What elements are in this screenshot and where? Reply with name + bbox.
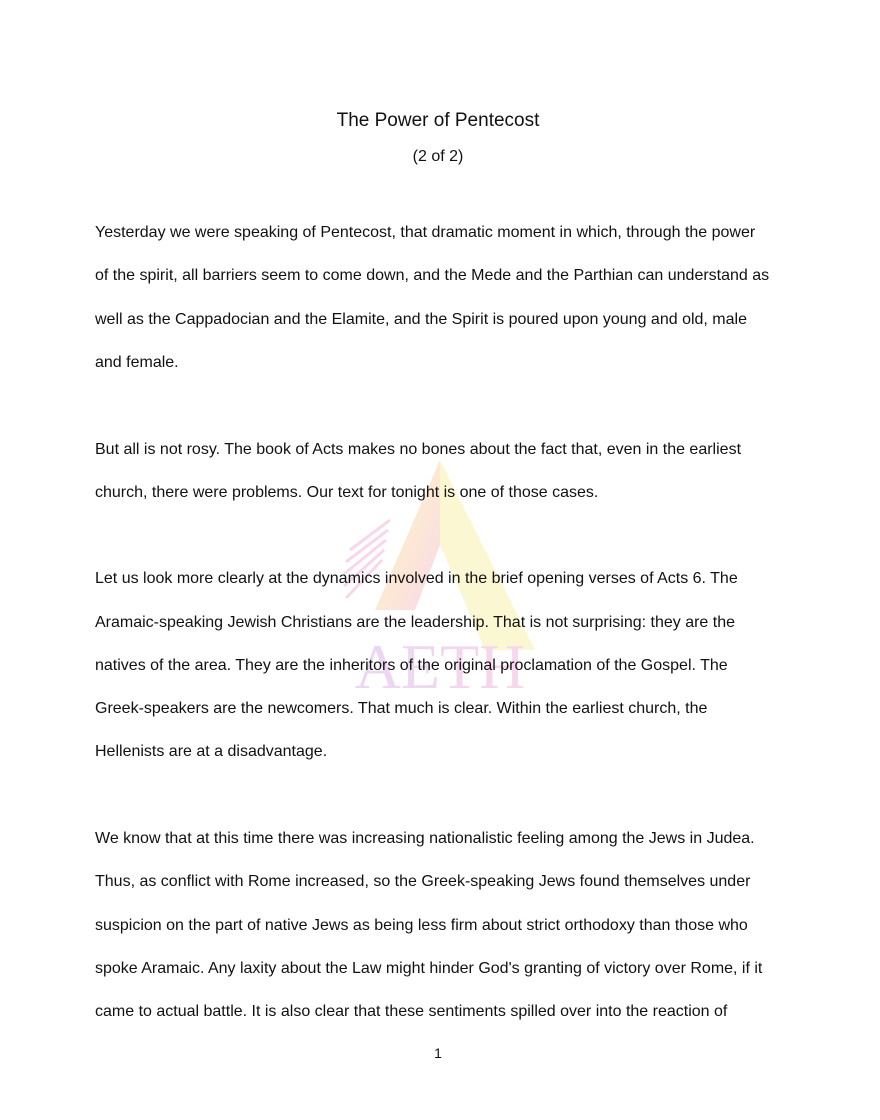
text-line: Thus, as conflict with Rome increased, so the Greek-speaking Jews found themselves under: [95, 873, 751, 890]
watermark-text: AETH: [354, 631, 526, 700]
text-line: Aramaic-speaking Jewish Christians are the leadership. That is not surprising: they are the: [95, 614, 736, 631]
page-subtitle: (2 of 2): [412, 148, 464, 165]
text-line: church, there were problems. Our text for tonight is one of those cases.: [95, 484, 599, 501]
text-line: Hellenists are at a disadvantage.: [95, 743, 328, 760]
text-line: Greek-speakers are the newcomers. That much is clear. Within the earliest church, the: [95, 700, 708, 717]
text-line: and female.: [95, 354, 179, 371]
text-line: came to actual battle. It is also clear that these sentiments spilled over into the reaction of: [95, 1003, 728, 1020]
text-line: of the spirit, all barriers seem to come down, and the Mede and the Parthian can understand as: [95, 267, 770, 284]
text-line: But all is not rosy. The book of Acts makes no bones about the fact that, even in the earliest: [95, 441, 742, 458]
text-line: suspicion on the part of native Jews as being less firm about strict orthodoxy than those who: [95, 917, 748, 934]
page-title: The Power of Pentecost: [336, 110, 540, 131]
text-line: spoke Aramaic. Any laxity about the Law might hinder God's granting of victory over Rome, if it: [95, 960, 763, 977]
text-line: Yesterday we were speaking of Pentecost, that dramatic moment in which, through the power: [95, 224, 756, 241]
page-number: 1: [434, 1045, 442, 1061]
text-line: Let us look more clearly at the dynamics involved in the brief opening verses of Acts 6. The: [95, 570, 738, 587]
text-line: We know that at this time there was increasing nationalistic feeling among the Jews in Judea.: [95, 830, 755, 847]
text-line: well as the Cappadocian and the Elamite, and the Spirit is poured upon young and old, male: [95, 311, 747, 328]
text-line: natives of the area. They are the inheritors of the original proclamation of the Gospel. The: [95, 657, 728, 674]
